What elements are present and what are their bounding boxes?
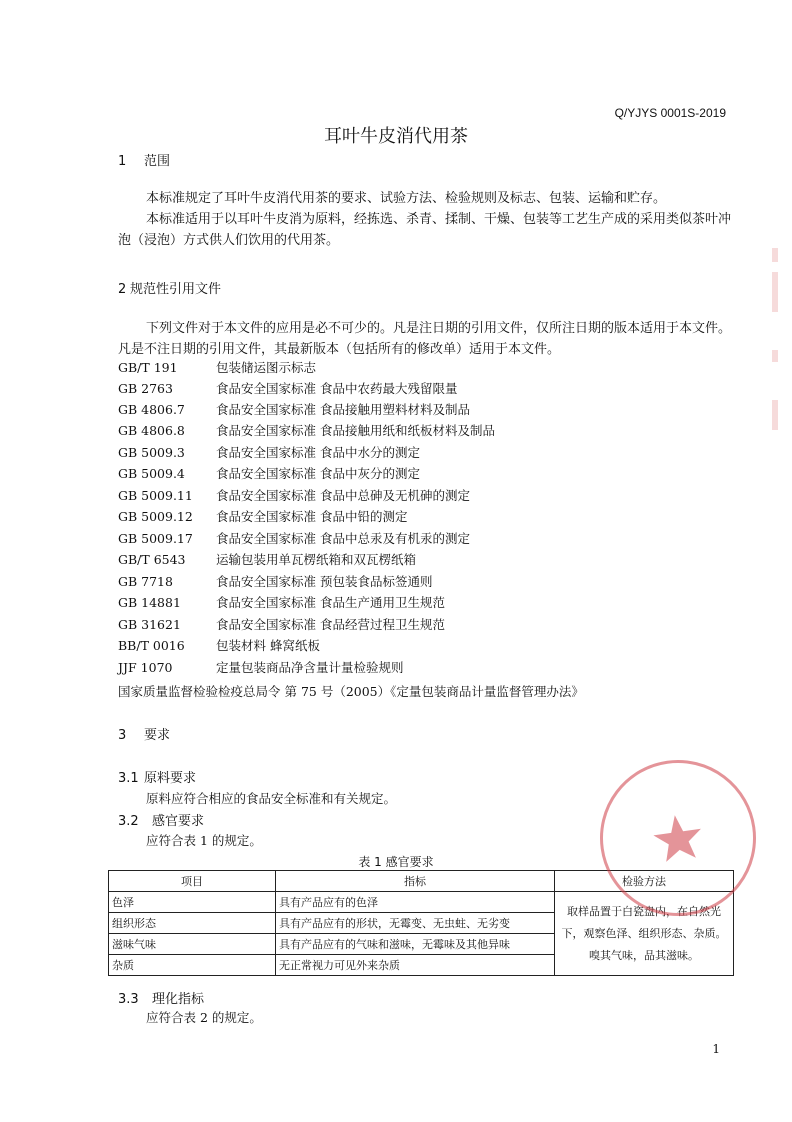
reference-code: GB 5009.17 bbox=[118, 531, 193, 546]
section-title: 规范性引用文件 bbox=[130, 282, 222, 297]
column-header: 项目 bbox=[109, 871, 276, 892]
references-intro-paragraph: 下列文件对于本文件的应用是必不可少的。凡是注日期的引用文件，仅所注日期的版本适用于本文件。凡是不注日期的引用文件，其最新版本（包括所有的修改单）适用于本文件。 bbox=[118, 321, 732, 357]
section-1-heading bbox=[118, 150, 170, 169]
reference-name: 食品安全国家标准 食品中总汞及有机汞的测定 bbox=[216, 531, 470, 546]
section-title: 原料要求 bbox=[144, 771, 197, 786]
section-number: 3.1 bbox=[118, 771, 139, 786]
table-cell: 无正常视力可见外来杂质 bbox=[276, 955, 555, 976]
margin-mark bbox=[772, 272, 778, 312]
reference-code: GB 7718 bbox=[118, 574, 173, 589]
reference-name: 食品安全国家标准 食品中铅的测定 bbox=[216, 509, 408, 524]
reference-code: BB/T 0016 bbox=[118, 638, 185, 653]
section-title: 理化指标 bbox=[152, 992, 205, 1007]
reference-name: 食品安全国家标准 食品中水分的测定 bbox=[216, 445, 420, 460]
reference-code: GB 2763 bbox=[118, 381, 173, 396]
page-number: 1 bbox=[712, 1042, 720, 1056]
section-3-1-paragraph: 原料应符合相应的食品安全标准和有关规定。 bbox=[146, 791, 397, 806]
reference-code: GB 4806.7 bbox=[118, 402, 185, 417]
reference-name: 包装储运图示标志 bbox=[216, 360, 317, 375]
reference-code: GB 5009.12 bbox=[118, 509, 193, 524]
margin-mark bbox=[772, 350, 778, 362]
reference-regulation: 国家质量监督检验检疫总局令 第 75 号（2005）《定量包装商品计量监督管理办法》 bbox=[118, 684, 584, 699]
column-header: 检验方法 bbox=[555, 871, 734, 892]
margin-mark bbox=[772, 400, 778, 430]
section-title: 要求 bbox=[144, 728, 171, 743]
margin-mark bbox=[772, 248, 778, 262]
section-number: 3.3 bbox=[118, 992, 139, 1007]
table-cell: 色泽 bbox=[109, 892, 276, 913]
reference-code: GB/T 6543 bbox=[118, 552, 186, 567]
reference-code: GB 5009.3 bbox=[118, 445, 185, 460]
reference-name: 食品安全国家标准 预包装食品标签通则 bbox=[216, 574, 433, 589]
reference-name: 食品安全国家标准 食品中总砷及无机砷的测定 bbox=[216, 488, 470, 503]
seal-star-icon bbox=[593, 753, 762, 922]
reference-name: 运输包装用单瓦楞纸箱和双瓦楞纸箱 bbox=[216, 552, 417, 567]
table-cell: 杂质 bbox=[109, 955, 276, 976]
scope-paragraph-1: 本标准规定了耳叶牛皮消代用茶的要求、试验方法、检验规则及标志、包装、运输和贮存。 bbox=[146, 191, 667, 206]
reference-name: 食品安全国家标准 食品接触用纸和纸板材料及制品 bbox=[216, 423, 495, 438]
section-title: 范围 bbox=[144, 154, 171, 169]
reference-code: GB 5009.4 bbox=[118, 466, 185, 481]
table-caption: 表 1 感官要求 bbox=[358, 855, 434, 869]
reference-name: 食品安全国家标准 食品中灰分的测定 bbox=[216, 466, 420, 481]
document-code: Q/YJYS 0001S-2019 bbox=[614, 106, 726, 120]
reference-code: GB 5009.11 bbox=[118, 488, 193, 503]
table-cell: 具有产品应有的形状，无霉变、无虫蛀、无劣变 bbox=[276, 913, 555, 934]
section-number: 1 bbox=[118, 154, 127, 169]
reference-code: GB 4806.8 bbox=[118, 423, 185, 438]
scope-paragraph-2: 本标准适用于以耳叶牛皮消为原料，经拣选、杀青、揉制、干燥、包装等工艺生产成的采用类似茶叶冲泡（浸泡）方式供人们饮用的代用茶。 bbox=[118, 212, 732, 248]
reference-name: 食品安全国家标准 食品经营过程卫生规范 bbox=[216, 617, 445, 632]
section-3-2-heading bbox=[118, 810, 204, 829]
section-3-3-heading bbox=[118, 988, 204, 1007]
reference-code: JJF 1070 bbox=[118, 660, 173, 675]
reference-name: 定量包装商品净含量计量检验规则 bbox=[216, 660, 404, 675]
section-3-1-heading bbox=[118, 767, 196, 786]
section-title: 感官要求 bbox=[152, 814, 205, 829]
document-title: 耳叶牛皮消代用茶 bbox=[324, 126, 468, 147]
table-cell: 滋味气味 bbox=[109, 934, 276, 955]
table-cell: 组织形态 bbox=[109, 913, 276, 934]
test-method-cell: 取样品置于白瓷盘内，在自然光下，观察色泽、组织形态、杂质。嗅其气味，品其滋味。 bbox=[555, 892, 734, 976]
section-3-heading bbox=[118, 724, 170, 743]
table-cell: 具有产品应有的气味和滋味，无霉味及其他异味 bbox=[276, 934, 555, 955]
section-2-heading bbox=[118, 278, 221, 297]
section-number: 2 bbox=[118, 282, 127, 297]
reference-code: GB/T 191 bbox=[118, 360, 178, 375]
column-header: 指标 bbox=[276, 871, 555, 892]
reference-name: 食品安全国家标准 食品生产通用卫生规范 bbox=[216, 595, 445, 610]
reference-name: 包装材料 蜂窝纸板 bbox=[216, 638, 320, 653]
section-number: 3 bbox=[118, 728, 127, 743]
reference-name: 食品安全国家标准 食品接触用塑料材料及制品 bbox=[216, 402, 470, 417]
reference-code: GB 31621 bbox=[118, 617, 181, 632]
section-3-3-paragraph: 应符合表 2 的规定。 bbox=[146, 1010, 262, 1025]
reference-code: GB 14881 bbox=[118, 595, 181, 610]
section-number: 3.2 bbox=[118, 814, 139, 829]
reference-name: 食品安全国家标准 食品中农药最大残留限量 bbox=[216, 381, 458, 396]
section-3-2-paragraph: 应符合表 1 的规定。 bbox=[146, 833, 262, 848]
table-cell: 具有产品应有的色泽 bbox=[276, 892, 555, 913]
company-seal-stamp bbox=[590, 750, 766, 926]
